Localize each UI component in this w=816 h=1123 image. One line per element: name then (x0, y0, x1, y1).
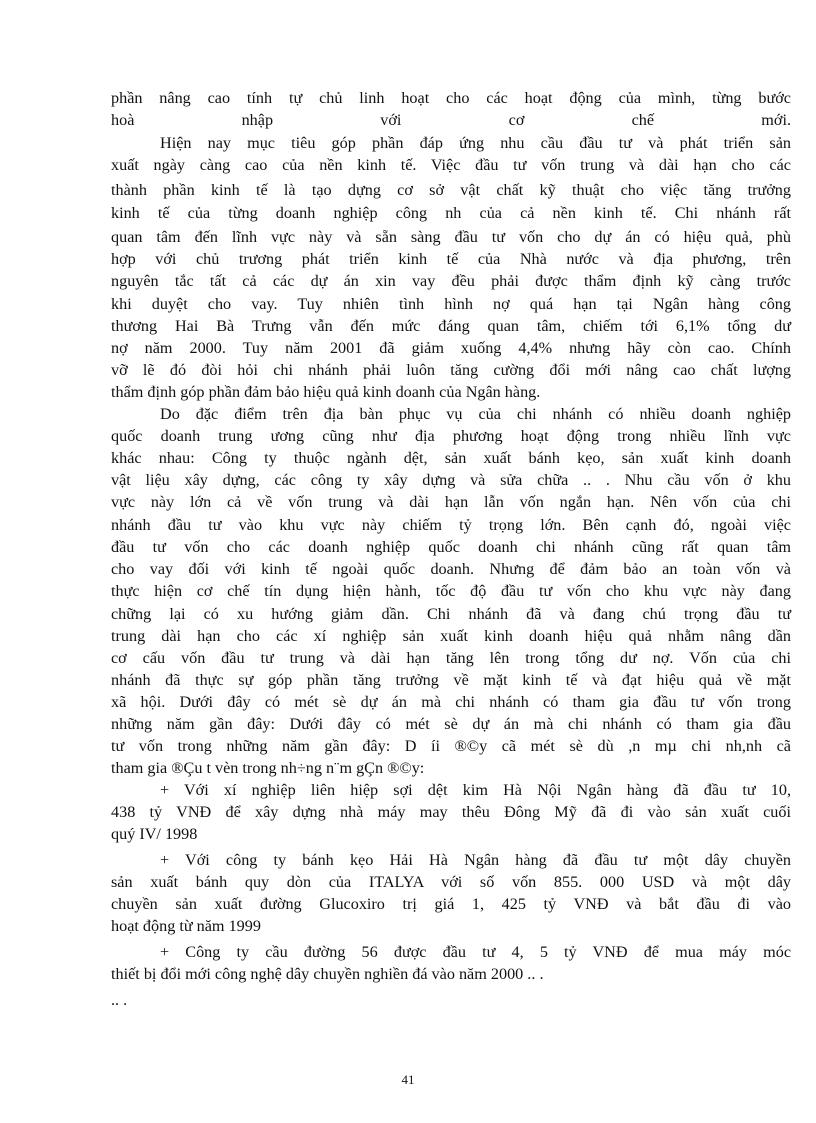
page-number: 41 (401, 1072, 415, 1087)
text-line: nguyên tắc tất cả các dự án xin vay đều phải được thẩm định kỹ càng trước (111, 272, 791, 290)
text-line: kinh tế của từng doanh nghiệp công nh của cả nền kinh tế. Chi nhánh rất (111, 204, 791, 222)
text-line: hợp với chủ trương phát triển kinh tế của Nhà nước và địa phương, trên (111, 250, 791, 268)
text-line: hoạt động từ năm 1999 (111, 917, 261, 935)
text-line: Do đặc điểm trên địa bàn phục vụ của chi nhánh có nhiều doanh nghiệp (160, 405, 791, 423)
text-line: nhánh đầu tư vào khu vực này chiếm tỷ trọng lớn. Bên cạnh đó, ngoài việc (111, 516, 791, 534)
text-line: Hiện nay mục tiêu góp phần đáp ứng nhu cầu đầu tư và phát triển sản (160, 134, 791, 152)
text-line: chững lại có xu hướng giảm dần. Chi nhánh đã và đang chú trọng đầu tư (111, 605, 791, 623)
text-line: tham gia ®Çu t vèn trong nh÷ng n¨m gÇn ®©y: (111, 759, 425, 777)
text-line: xã hội. Dưới đây có mét sè dự án mà chi nhánh có tham gia đầu tư vốn trong (111, 693, 791, 711)
text-line: những năm gần đây: Dưới đây có mét sè dự án mà chi nhánh có tham gia đầu (111, 715, 791, 733)
text-line: phần nâng cao tính tự chủ linh hoạt cho các hoạt động của mình, từng bước (111, 89, 791, 107)
text-line: nợ năm 2000. Tuy năm 2001 đã giảm xuống 4,4% nhưng hãy còn cao. Chính (111, 339, 791, 357)
text-line: + Công ty cầu đường 56 được đầu tư 4, 5 tỷ VNĐ để mua máy móc (160, 943, 791, 961)
text-line: thành phần kinh tế là tạo dựng cơ sở vật chất kỹ thuật cho việc tăng trưởng (111, 181, 791, 199)
text-line: thương Hai Bà Trưng vẫn đến mức đáng quan tâm, chiếm tới 6,1% tổng dư (111, 317, 791, 335)
text-line: quốc doanh trung ương cũng như địa phương hoạt động trong nhiều lĩnh vực (111, 427, 791, 445)
text-line: đầu tư vốn cho các doanh nghiệp quốc doanh chi nhánh cũng rất quan tâm (111, 538, 791, 556)
text-line: thiết bị đổi mới công nghệ dây chuyền nghiền đá vào năm 2000 .. . (111, 965, 544, 983)
text-line: vực này lớn cả về vốn trung và dài hạn lẫn vốn ngắn hạn. Nên vốn của chi (111, 493, 791, 511)
text-line: vỡ lẽ đó đòi hỏi chi nhánh phải luôn tăng cường đổi mới nâng cao chất lượng (111, 361, 791, 379)
text-line: hoà nhập với cơ chế mới. (111, 111, 791, 129)
text-line: sản xuất bánh quy dòn của ITALYA với số vốn 855. 000 USD và một dây (111, 873, 791, 891)
text-line: .. . (111, 991, 128, 1009)
text-line: + Với xí nghiệp liên hiệp sợi dệt kim Hà Nội Ngân hàng đã đầu tư 10, (160, 781, 791, 799)
text-line: cơ cấu vốn đầu tư trung và dài hạn tăng lên trong tổng dư nợ. Vốn của chi (111, 649, 791, 667)
text-line: trung dài hạn cho các xí nghiệp sản xuất kinh doanh hiệu quả nhằm nâng dần (111, 627, 791, 645)
text-line: 438 tỷ VNĐ để xây dựng nhà máy may thêu Đông Mỹ đã đi vào sản xuất cuối (111, 803, 791, 821)
text-line: xuất ngày càng cao của nền kinh tế. Việc đầu tư vốn trung và dài hạn cho các (111, 156, 791, 174)
text-line: vật liệu xây dựng, các công ty xây dựng và sửa chữa .. . Nhu cầu vốn ở khu (111, 471, 791, 489)
text-line: thực hiện cơ chế tín dụng hiện hành, tốc độ đầu tư vốn cho khu vực này đang (111, 582, 791, 600)
text-line: + Với công ty bánh kẹo Hải Hà Ngân hàng đã đầu tư một dây chuyền (160, 851, 791, 869)
text-line: thẩm định góp phần đảm bảo hiệu quả kinh doanh của Ngân hàng. (111, 383, 541, 401)
text-line: cho vay đối với kinh tế ngoài quốc doanh. Nhưng để đảm bảo an toàn vốn và (111, 560, 791, 578)
text-line: quý IV/ 1998 (111, 825, 198, 843)
text-line: khi duyệt cho vay. Tuy nhiên tình hình nợ quá hạn tại Ngân hàng công (111, 295, 791, 313)
text-line: khác nhau: Công ty thuộc ngành dệt, sản xuất bánh kẹo, sản xuất kinh doanh (111, 449, 791, 467)
text-line: tư vốn trong những năm gần đây: D íi ®©y cã mét sè dù ,n mµ chi nh,nh cã (111, 737, 791, 755)
text-line: chuyền sản xuất đường Glucoxiro trị giá 1, 425 tỷ VNĐ và bắt đầu đi vào (111, 895, 791, 913)
text-line: quan tâm đến lĩnh vực này và sẵn sàng đầu tư vốn cho dự án có hiệu quả, phù (111, 228, 791, 246)
text-line: nhánh đã thực sự góp phần tăng trưởng về mặt kinh tế và đạt hiệu quả về mặt (111, 671, 791, 689)
